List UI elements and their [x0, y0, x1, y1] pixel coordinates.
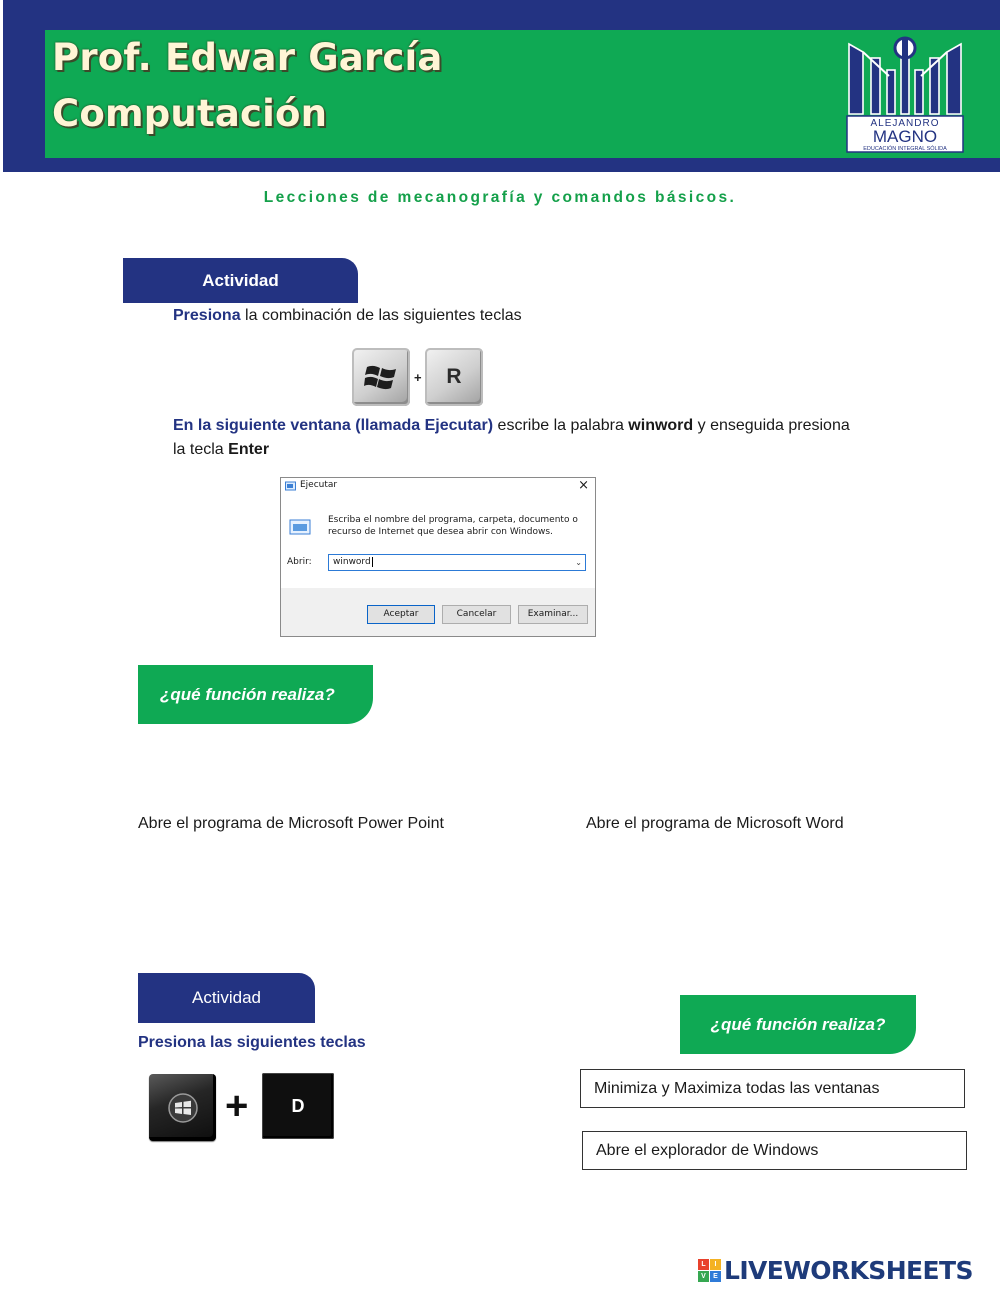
windows-logo-icon [364, 361, 398, 393]
plus-sign: + [225, 1084, 249, 1128]
course-title: Computación [52, 92, 328, 135]
run-program-icon [289, 518, 311, 536]
close-icon[interactable]: × [578, 478, 589, 493]
activity-tab-2 [138, 973, 315, 1023]
instruction-2-line1 [173, 417, 850, 435]
activity-tab-1 [123, 258, 358, 303]
question-label: ¿qué función realiza? [160, 684, 335, 704]
cancel-button[interactable]: Cancelar [442, 605, 511, 624]
dialog-description-2: recurso de Internet que desea abrir con Windows. [328, 527, 553, 537]
dialog-body [281, 496, 595, 588]
instruction-verb: Presiona [173, 307, 241, 324]
r-key [425, 348, 483, 406]
logo-text-2: MAGNO [872, 127, 938, 146]
question-tab-1 [138, 665, 373, 724]
question-tab-2 [680, 995, 916, 1054]
dialog-description-1: Escriba el nombre del programa, carpeta, documento o [328, 515, 578, 525]
instruction-1 [173, 307, 522, 325]
brand-cell: E [710, 1271, 721, 1282]
open-input[interactable] [328, 554, 586, 571]
liveworksheets-brand [698, 1256, 973, 1285]
chevron-down-icon[interactable]: ⌄ [575, 558, 582, 567]
answer-option-powerpoint[interactable]: Abre el programa de Microsoft Power Point [138, 815, 444, 832]
instruction-2-line2 [173, 441, 269, 459]
question-label: ¿qué función realiza? [710, 1014, 886, 1034]
windows-orb-icon [167, 1092, 199, 1124]
instruction-3: Presiona las siguientes teclas [138, 1034, 366, 1051]
instruction-text: la combinación de las siguientes teclas [240, 307, 522, 324]
enter-key-word: Enter [228, 441, 270, 458]
open-input-value: winword [333, 557, 371, 567]
instruction-2-end: y enseguida presiona [693, 417, 850, 434]
open-label: Abrir: [287, 557, 312, 567]
d-key-label: D [291, 1095, 305, 1116]
answer-option-explorer[interactable] [582, 1131, 967, 1170]
liveworksheets-logo-icon [698, 1259, 721, 1282]
brand-cell: I [710, 1259, 721, 1270]
instruction-2-window: En la siguiente ventana (llamada Ejecutar) [173, 417, 494, 434]
brand-name: LIVEWORKSHEETS [724, 1256, 973, 1285]
dialog-title: Ejecutar [300, 480, 338, 490]
answer-option-explorer-text: Abre el explorador de Windows [596, 1141, 819, 1159]
answer-option-minimize-text: Minimiza y Maximiza todas las ventanas [594, 1079, 880, 1097]
accept-button[interactable]: Aceptar [367, 605, 435, 624]
logo-text-3: EDUCACIÓN INTEGRAL SÓLIDA [863, 146, 947, 152]
run-dialog [280, 477, 596, 637]
browse-button[interactable]: Examinar... [518, 605, 588, 624]
instruction-2-word: winword [628, 417, 694, 434]
answer-option-word[interactable]: Abre el programa de Microsoft Word [586, 815, 844, 832]
brand-cell: V [698, 1271, 709, 1282]
teacher-name: Prof. Edwar García [52, 36, 443, 79]
d-key [262, 1073, 334, 1139]
instruction-2-line2-text: la tecla [173, 441, 229, 458]
windows-key-icon [352, 348, 410, 406]
activity-tab-label: Actividad [202, 270, 279, 290]
instruction-2-text: escribe la palabra [493, 417, 629, 434]
run-app-icon [285, 481, 296, 491]
plus-sign: + [414, 370, 422, 385]
answer-option-minimize[interactable] [580, 1069, 965, 1108]
lesson-subtitle: Lecciones de mecanografía y comandos básicos. [263, 189, 737, 206]
r-key-label: R [446, 365, 462, 388]
windows-key-icon [149, 1074, 216, 1141]
activity-tab-label: Actividad [192, 988, 261, 1007]
brand-cell: L [698, 1259, 709, 1270]
logo-text-1: ALEJANDRO [870, 118, 940, 129]
school-logo [843, 36, 967, 154]
